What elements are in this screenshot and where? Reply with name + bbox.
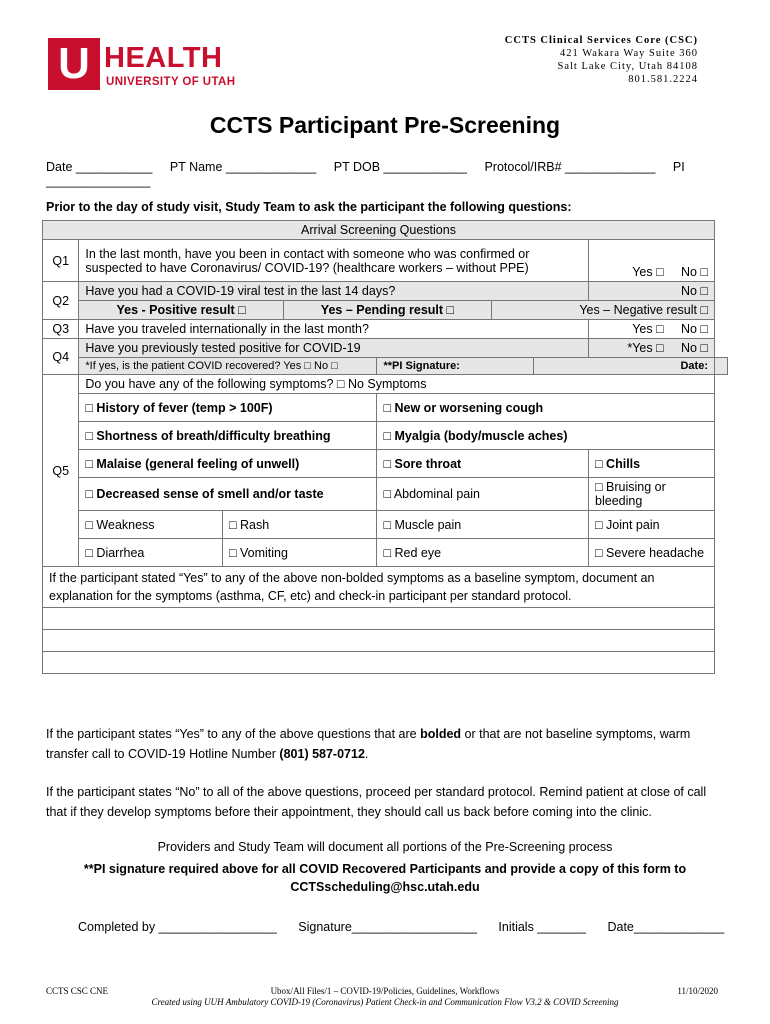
sym-rash[interactable]: □ Rash: [223, 511, 377, 539]
q4-answer[interactable]: [589, 339, 715, 358]
q3-yes[interactable]: Yes □: [632, 322, 664, 336]
q3-no[interactable]: No □: [680, 322, 708, 336]
sym-cough[interactable]: □ New or worsening cough: [377, 394, 715, 422]
sym-fever[interactable]: □ History of fever (temp > 100F): [79, 394, 377, 422]
notes-line-2[interactable]: [43, 630, 715, 652]
logo-subtitle: UNIVERSITY OF UTAH: [106, 76, 236, 88]
completed-by-field[interactable]: Completed by _________________: [78, 920, 277, 934]
address-org: CCTS Clinical Services Core (CSC): [504, 35, 698, 46]
sym-sob[interactable]: □ Shortness of breath/difficulty breathing: [79, 422, 377, 450]
sym-weakness[interactable]: □ Weakness: [79, 511, 223, 539]
para1-bolded: bolded: [420, 727, 462, 741]
footer-date: 11/10/2020: [677, 986, 718, 996]
q1-yes[interactable]: Yes □: [632, 265, 664, 279]
sym-chills[interactable]: □ Chills: [589, 450, 715, 478]
logo-name: HEALTH: [104, 42, 223, 74]
q5-prompt[interactable]: Do you have any of the following symptoms? □ No Symptoms: [79, 375, 715, 394]
q4-no[interactable]: No □: [680, 341, 708, 355]
hotline-number: (801) 587-0712: [279, 747, 365, 761]
para1-d: .: [364, 747, 369, 761]
footer-left: CCTS CSC CNE: [46, 986, 109, 996]
sym-vomiting[interactable]: □ Vomiting: [223, 539, 377, 567]
screening-table: [42, 220, 728, 674]
q1-no[interactable]: No □: [680, 265, 708, 279]
sym-myalgia[interactable]: □ Myalgia (body/muscle aches): [377, 422, 715, 450]
hotline-paragraph: [46, 724, 726, 764]
pt-dob-field[interactable]: PT DOB ____________: [333, 160, 467, 174]
sym-bruising[interactable]: □ Bruising or bleeding: [589, 478, 715, 511]
footer-created: Created using UUH Ambulatory COVID-19 (Coronavirus) Patient Check-in and Communication Flow V3.2 & COVID Screening: [151, 997, 619, 1007]
pt-name-field[interactable]: PT Name _____________: [169, 160, 317, 174]
table-heading: Arrival Screening Questions: [43, 221, 715, 240]
q5-label: Q5: [43, 375, 79, 567]
sym-muscle[interactable]: □ Muscle pain: [377, 511, 589, 539]
q2-negative[interactable]: Yes – Negative result □: [492, 301, 715, 320]
date-field[interactable]: Date ___________: [46, 160, 153, 174]
proceed-paragraph: If the participant states “No” to all of the above questions, proceed per standard protocol. Remind patient at close of call that if they develop symptoms before their appointment, they should call us back before coming into the clinic.: [46, 785, 707, 819]
q2-no[interactable]: No □: [589, 282, 715, 301]
q3-answer[interactable]: [589, 320, 715, 339]
address-phone: 801.581.2224: [628, 74, 698, 85]
sym-abdominal[interactable]: □ Abdominal pain: [377, 478, 589, 511]
q1-text: In the last month, have you been in contact with someone who was confirmed or suspected to have Coronavirus/ COVID-19? (healthcare workers – without PPE): [79, 240, 589, 282]
q2-text: Have you had a COVID-19 viral test in the last 14 days?: [79, 282, 589, 301]
completion-line: [78, 920, 742, 934]
q4-pi-signature[interactable]: **PI Signature:: [377, 358, 534, 375]
sym-throat[interactable]: □ Sore throat: [377, 450, 589, 478]
q4-label: Q4: [43, 339, 79, 375]
instructions: Prior to the day of study visit, Study Team to ask the participant the following questions:: [46, 200, 572, 214]
notes-line-1[interactable]: [43, 608, 715, 630]
scheduling-email: CCTSscheduling@hsc.utah.edu: [290, 880, 480, 894]
address-street: 421 Wakara Way Suite 360: [560, 48, 698, 59]
sym-headache[interactable]: □ Severe headache: [589, 539, 715, 567]
signature-field[interactable]: Signature__________________: [298, 920, 477, 934]
q2-positive[interactable]: Yes - Positive result □: [79, 301, 283, 320]
header-fields: [46, 160, 770, 188]
address-city: Salt Lake City, Utah 84108: [557, 61, 698, 72]
notes-line-3[interactable]: [43, 652, 715, 674]
page-title: CCTS Participant Pre-Screening: [209, 112, 561, 138]
q1-label: Q1: [43, 240, 79, 282]
para1-c: or that are not baseline symptoms, warm transfer call to COVID-19 Hotline Number: [46, 727, 691, 761]
logo-letter: U: [58, 39, 90, 88]
q2-pending[interactable]: Yes – Pending result □: [283, 301, 491, 320]
q3-text: Have you traveled internationally in the last month?: [79, 320, 589, 339]
sym-smell[interactable]: □ Decreased sense of smell and/or taste: [79, 478, 377, 511]
completion-date-field[interactable]: Date_____________: [607, 920, 725, 934]
q4-date[interactable]: Date:: [534, 358, 715, 375]
q4-yes[interactable]: *Yes □: [627, 341, 664, 355]
sym-joint[interactable]: □ Joint pain: [589, 511, 715, 539]
baseline-note: If the participant stated “Yes” to any of the above non-bolded symptoms as a baseline symptom, document an explanation for the symptoms (asthma, CF, etc) and check-in participant per standard protocol.: [43, 567, 715, 608]
providers-note: Providers and Study Team will document all portions of the Pre-Screening process: [157, 840, 613, 854]
protocol-field[interactable]: Protocol/IRB# _____________: [484, 160, 656, 174]
q4-recovered[interactable]: *If yes, is the patient COVID recovered? Yes □ No □: [79, 358, 377, 375]
initials-field[interactable]: Initials _______: [498, 920, 586, 934]
address-block: [505, 34, 698, 86]
sym-redeye[interactable]: □ Red eye: [377, 539, 589, 567]
pi-required-note: **PI signature required above for all COVID Recovered Participants and provide a copy of this form to: [83, 862, 687, 876]
q1-answer[interactable]: [589, 240, 715, 282]
footer-path: Ubox/All Files/1 – COVID-19/Policies, Guidelines, Workflows: [270, 986, 500, 996]
q3-label: Q3: [43, 320, 79, 339]
q4-text: Have you previously tested positive for COVID-19: [79, 339, 589, 358]
sym-malaise[interactable]: □ Malaise (general feeling of unwell): [79, 450, 377, 478]
para1-a: If the participant states “Yes” to any of the above questions that are: [46, 727, 421, 741]
pi-field[interactable]: PI _______________: [46, 160, 685, 188]
sym-diarrhea[interactable]: □ Diarrhea: [79, 539, 223, 567]
q2-label: Q2: [43, 282, 79, 320]
